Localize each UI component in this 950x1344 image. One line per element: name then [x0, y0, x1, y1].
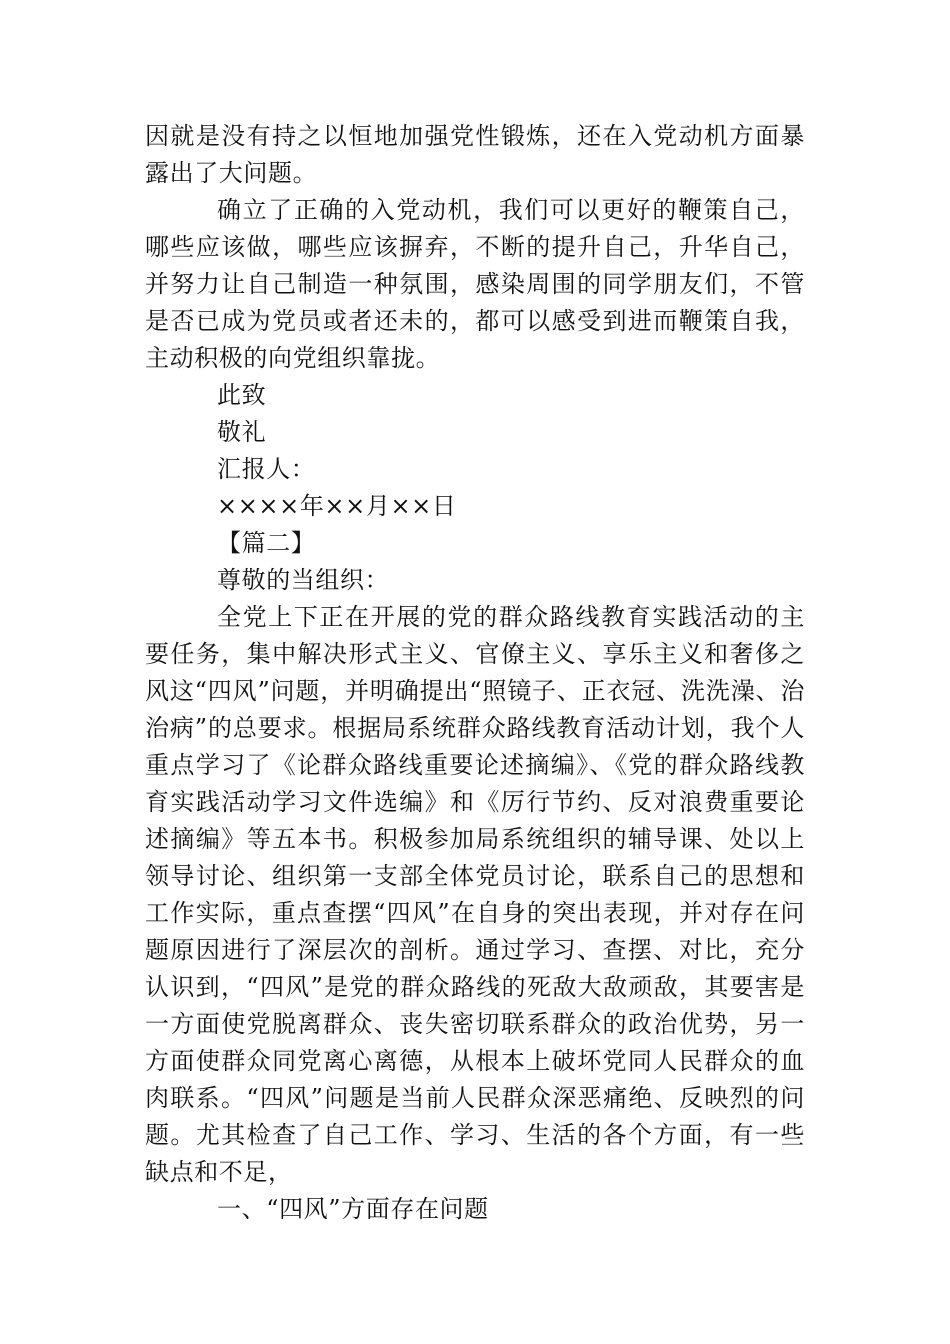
- closing-greeting: 此致: [217, 381, 267, 409]
- report-date: ××××年××月××日: [217, 492, 457, 520]
- document-body: [145, 118, 805, 1228]
- section-title: 【篇二】: [217, 529, 316, 557]
- section-heading-1: 一、“四风”方面存在问题: [217, 1195, 489, 1223]
- closing-salute: 敬礼: [217, 418, 267, 446]
- paragraph-motivation: 确立了正确的入党动机，我们可以更好的鞭策自己，哪些应该做，哪些应该摒弃，不断的提升自己，升华自己，并努力让自己制造一种氛围，感染周围的同学朋友们，不管是否已成为党员或者还未的，都可以感受到进而鞭策自我，主动积极的向党组织靠拢。: [145, 196, 805, 372]
- salutation: 尊敬的当组织：: [217, 566, 390, 594]
- paragraph-continued: 因就是没有持之以恒地加强党性锻炼，还在入党动机方面暴露出了大问题。: [145, 122, 805, 187]
- paragraph-four-winds: 全党上下正在开展的党的群众路线教育实践活动的主要任务，集中解决形式主义、官僚主义、享乐主义和奢侈之风这“四风”问题，并明确提出“照镜子、正衣冠、洗洗澡、治治病”的总要求。根据局系统群众路线教育活动计划，我个人重点学习了《论群众路线重要论述摘编》、《党的群众路线教育实践活动学习文件选编》和《厉行节约、反对浪费重要论述摘编》等五本书。积极参加局系统组织的辅导课、处以上领导讨论、组织第一支部全体党员讨论，联系自己的思想和工作实际，重点查摆“四风”在自身的突出表现，并对存在问题原因进行了深层次的剖析。通过学习、查摆、对比，充分认识到，“四风”是党的群众路线的死敌大敌顽敌，其要害是一方面使党脱离群众、丧失密切联系群众的政治优势，另一方面使群众同党离心离德，从根本上破坏党同人民群众的血肉联系。“四风”问题是当前人民群众深恶痛绝、反映烈的问题。尤其检查了自己工作、学习、生活的各个方面，有一些缺点和不足，: [145, 603, 805, 1186]
- reporter-label: 汇报人：: [217, 455, 316, 483]
